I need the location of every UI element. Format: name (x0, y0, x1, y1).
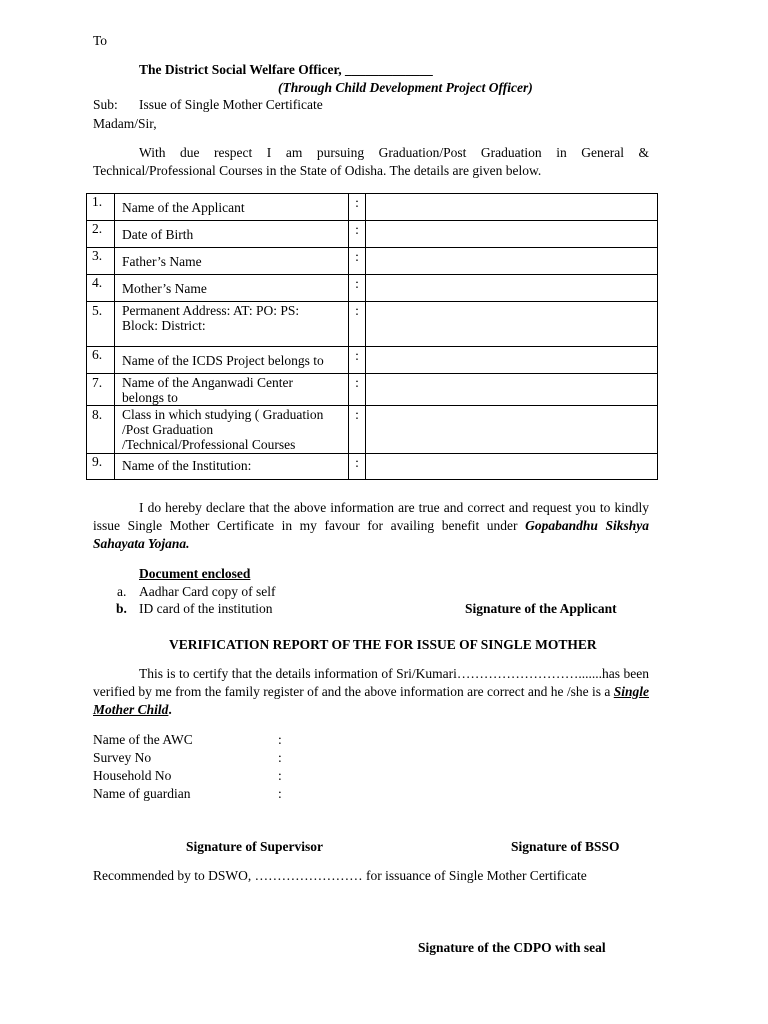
scheme-name: Gopabandhu Sikshya Sahayata Yojana. (93, 518, 649, 551)
survey-no-label: Survey No (93, 750, 152, 765)
mother-name-field[interactable] (366, 275, 658, 302)
table-row (87, 302, 658, 347)
household-no-separator: : (278, 768, 282, 783)
row-separator: : (349, 194, 366, 221)
row-number: 5. (87, 302, 115, 347)
row-number: 1. (87, 194, 115, 221)
row-separator: : (349, 275, 366, 302)
table-row (87, 454, 658, 480)
row-label: Name of the Anganwadi Center belongs to (115, 374, 349, 406)
verification-end: . (168, 702, 172, 717)
row-number: 2. (87, 221, 115, 248)
row-label: Name of the Applicant (115, 194, 349, 221)
subject-label: Sub: (93, 97, 118, 112)
row-label: Class in which studying ( Graduation /Post Graduation /Technical/Professional Courses (115, 406, 349, 454)
document-marker: b. (116, 601, 127, 616)
document-marker: a. (117, 584, 127, 599)
table-row (87, 248, 658, 275)
row-separator: : (349, 374, 366, 406)
applicant-name-field[interactable] (366, 194, 658, 221)
addressee: The District Social Welfare Officer, _____________ (139, 62, 433, 77)
row-label: Name of the ICDS Project belongs to (115, 347, 349, 374)
declaration-text: I do hereby declare that the above information are true and correct and request you to kindly issue Single Mother Certificate in my favour for availing benefit under (93, 500, 649, 533)
survey-no-separator: : (278, 750, 282, 765)
verification-title: VERIFICATION REPORT OF THE FOR ISSUE OF SINGLE MOTHER (169, 637, 597, 652)
row-label: Permanent Address: AT: PO: PS: Block: District: (115, 302, 349, 347)
row-separator: : (349, 302, 366, 347)
to-label: To (93, 33, 108, 48)
salutation: Madam/Sir, (93, 116, 157, 131)
row-number: 3. (87, 248, 115, 275)
document-item: ID card of the institution (139, 601, 273, 616)
row-number: 8. (87, 406, 115, 454)
icds-project-field[interactable] (366, 347, 658, 374)
row-label: Name of the Institution: (115, 454, 349, 480)
father-name-field[interactable] (366, 248, 658, 275)
table-row (87, 194, 658, 221)
row-number: 6. (87, 347, 115, 374)
guardian-name-separator: : (278, 786, 282, 801)
table-row (87, 221, 658, 248)
document-item: Aadhar Card copy of self (139, 584, 276, 599)
class-studying-field[interactable] (366, 406, 658, 454)
guardian-name-label: Name of guardian (93, 786, 191, 801)
row-number: 4. (87, 275, 115, 302)
anganwadi-center-field[interactable] (366, 374, 658, 406)
through-line: (Through Child Development Project Officer) (278, 80, 533, 95)
verification-paragraph (93, 665, 649, 719)
row-separator: : (349, 347, 366, 374)
row-separator: : (349, 454, 366, 480)
table-row (87, 406, 658, 454)
date-of-birth-field[interactable] (366, 221, 658, 248)
details-table (86, 193, 658, 480)
row-separator: : (349, 406, 366, 454)
declaration-paragraph (93, 499, 649, 553)
institution-name-field[interactable] (366, 454, 658, 480)
bsso-signature: Signature of BSSO (511, 839, 620, 854)
row-label: Father’s Name (115, 248, 349, 275)
row-label: Date of Birth (115, 221, 349, 248)
permanent-address-field[interactable] (366, 302, 658, 347)
recommendation-line: Recommended by to DSWO, …………………… for issuance of Single Mother Certificate (93, 868, 587, 883)
row-label: Mother’s Name (115, 275, 349, 302)
row-number: 7. (87, 374, 115, 406)
single-mother-child: Single Mother Child (93, 684, 649, 717)
subject-text: Issue of Single Mother Certificate (139, 97, 323, 112)
awc-name-separator: : (278, 732, 282, 747)
row-number: 9. (87, 454, 115, 480)
table-row (87, 347, 658, 374)
household-no-label: Household No (93, 768, 172, 783)
supervisor-signature: Signature of Supervisor (186, 839, 324, 854)
cdpo-signature: Signature of the CDPO with seal (418, 940, 606, 955)
verification-text: This is to certify that the details information of Sri/Kumari……………………….......has been verified by me from the family register of and the above information are correct and he /she is a (93, 666, 649, 699)
table-row (87, 275, 658, 302)
applicant-signature: Signature of the Applicant (465, 601, 617, 616)
row-separator: : (349, 221, 366, 248)
intro-paragraph: With due respect I am pursuing Graduation/Post Graduation in General & Technical/Professional Courses in the State of Odisha. The details are given below. (93, 145, 649, 178)
awc-name-label: Name of the AWC (93, 732, 193, 747)
documents-heading: Document enclosed (139, 566, 251, 581)
row-separator: : (349, 248, 366, 275)
table-row (87, 374, 658, 406)
